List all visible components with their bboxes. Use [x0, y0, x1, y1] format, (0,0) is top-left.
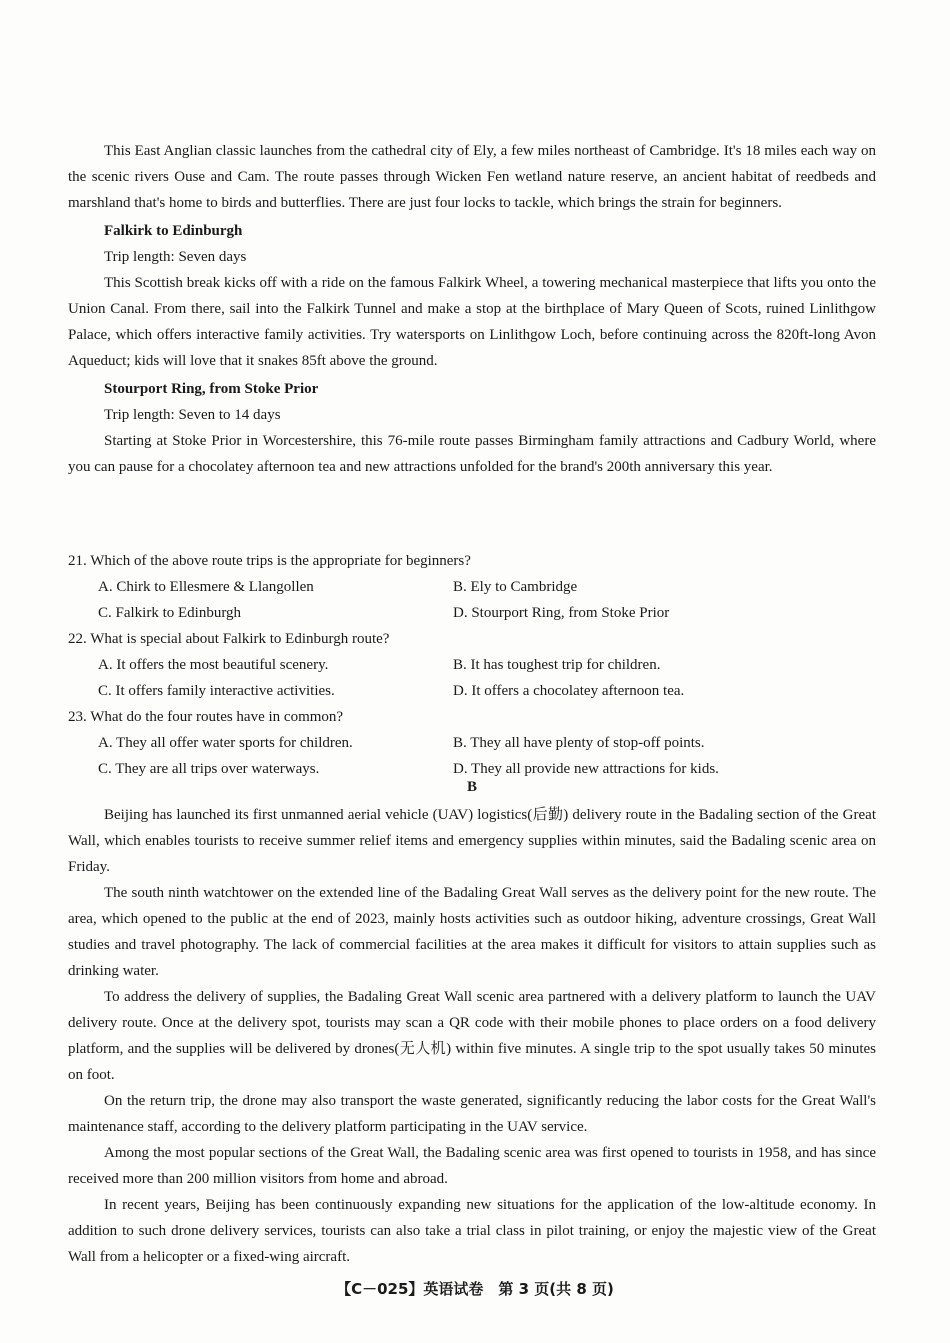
passage-paragraph: In recent years, Beijing has been continuously expanding new situations for the application of the low-altitude economy. In addition to such drone delivery services, tourists can also take a trial class in pilot training, or enjoy the majestic view of the Great Wall from a helicopter or a fixed-wing aircraft.	[68, 1197, 876, 1265]
option-a[interactable]: A. They all offer water sports for children.	[98, 735, 353, 751]
option-b[interactable]: B. It has toughest trip for children.	[453, 657, 661, 673]
trip-length: Trip length: Seven to 14 days	[104, 407, 281, 423]
passage-a	[68, 138, 876, 480]
question-stem: 23. What do the four routes have in common?	[68, 709, 344, 725]
options-grid	[68, 574, 876, 626]
route-heading: Falkirk to Edinburgh	[104, 223, 243, 239]
option-a[interactable]: A. It offers the most beautiful scenery.	[98, 657, 329, 673]
page-footer: 【C－025】英语试卷 第 3 页(共 8 页)	[336, 1280, 614, 1298]
section-letter: B	[466, 779, 477, 795]
options-grid	[68, 730, 876, 782]
option-d[interactable]: D. Stourport Ring, from Stoke Prior	[453, 605, 670, 621]
questions-block	[68, 548, 876, 782]
option-b[interactable]: B. Ely to Cambridge	[453, 579, 578, 595]
passage-paragraph: On the return trip, the drone may also transport the waste generated, significantly reducing the labor costs for the Great Wall's maintenance staff, according to the delivery platform participating in the UAV service.	[68, 1093, 876, 1135]
intro-paragraph: This East Anglian classic launches from the cathedral city of Ely, a few miles northeast of Cambridge. It's 18 miles each way on the scenic rivers Ouse and Cam. The route passes through Wicken Fen wetland nature reserve, an ancient habitat of reedbeds and marshland that's home to birds and butterflies. There are just four locks to tackle, which brings the strain for beginners.	[68, 143, 876, 211]
option-a[interactable]: A. Chirk to Ellesmere & Llangollen	[98, 579, 314, 595]
option-d[interactable]: D. It offers a chocolatey afternoon tea.	[453, 683, 685, 699]
passage-paragraph: To address the delivery of supplies, the Badaling Great Wall scenic area partnered with a delivery platform to launch the UAV delivery route. Once at the delivery spot, tourists may scan a QR code with their mobile phones to place orders on a food delivery platform, and the supplies will be delivered by drones(无人机) within five minutes. A single trip to the spot usually takes 50 minutes on foot.	[68, 989, 876, 1083]
route-description: This Scottish break kicks off with a ride on the famous Falkirk Wheel, a towering mechanical masterpiece that lifts you onto the Union Canal. From there, sail into the Falkirk Tunnel and make a stop at the birthplace of Mary Queen of Scots, ruined Linlithgow Palace, which offers interactive family activities. Try watersports on Linlithgow Loch, before continuing across the 820ft-long Avon Aqueduct; kids will love that it snakes 85ft above the ground.	[68, 275, 876, 369]
trip-length: Trip length: Seven days	[104, 249, 247, 265]
route-heading: Stourport Ring, from Stoke Prior	[104, 381, 319, 397]
passage-paragraph: Beijing has launched its first unmanned aerial vehicle (UAV) logistics(后勤) delivery route in the Badaling section of the Great Wall, which enables tourists to receive summer relief items and emergency supplies within minutes, said the Badaling scenic area on Friday.	[68, 807, 876, 875]
option-c[interactable]: C. They are all trips over waterways.	[98, 761, 320, 777]
passage-b	[68, 776, 876, 1270]
option-b[interactable]: B. They all have plenty of stop-off points.	[453, 735, 705, 751]
question-stem: 21. Which of the above route trips is the appropriate for beginners?	[68, 553, 471, 569]
options-grid	[68, 652, 876, 704]
passage-paragraph: Among the most popular sections of the Great Wall, the Badaling scenic area was first opened to tourists in 1958, and has since received more than 200 million visitors from home and abroad.	[68, 1145, 876, 1187]
passage-paragraph: The south ninth watchtower on the extended line of the Badaling Great Wall serves as the delivery point for the new route. The area, which opened to the public at the end of 2023, mainly hosts activities such as outdoor hiking, adventure crossings, Great Wall studies and travel photography. The lack of commercial facilities at the area makes it difficult for visitors to attain supplies such as drinking water.	[68, 885, 876, 979]
question-stem: 22. What is special about Falkirk to Edinburgh route?	[68, 631, 390, 647]
option-c[interactable]: C. Falkirk to Edinburgh	[98, 605, 242, 621]
option-d[interactable]: D. They all provide new attractions for kids.	[453, 761, 719, 777]
route-description: Starting at Stoke Prior in Worcestershire, this 76-mile route passes Birmingham family attractions and Cadbury World, where you can pause for a chocolatey afternoon tea and new attractions unfolded for the brand's 200th anniversary this year.	[68, 433, 876, 475]
option-c[interactable]: C. It offers family interactive activities.	[98, 683, 335, 699]
